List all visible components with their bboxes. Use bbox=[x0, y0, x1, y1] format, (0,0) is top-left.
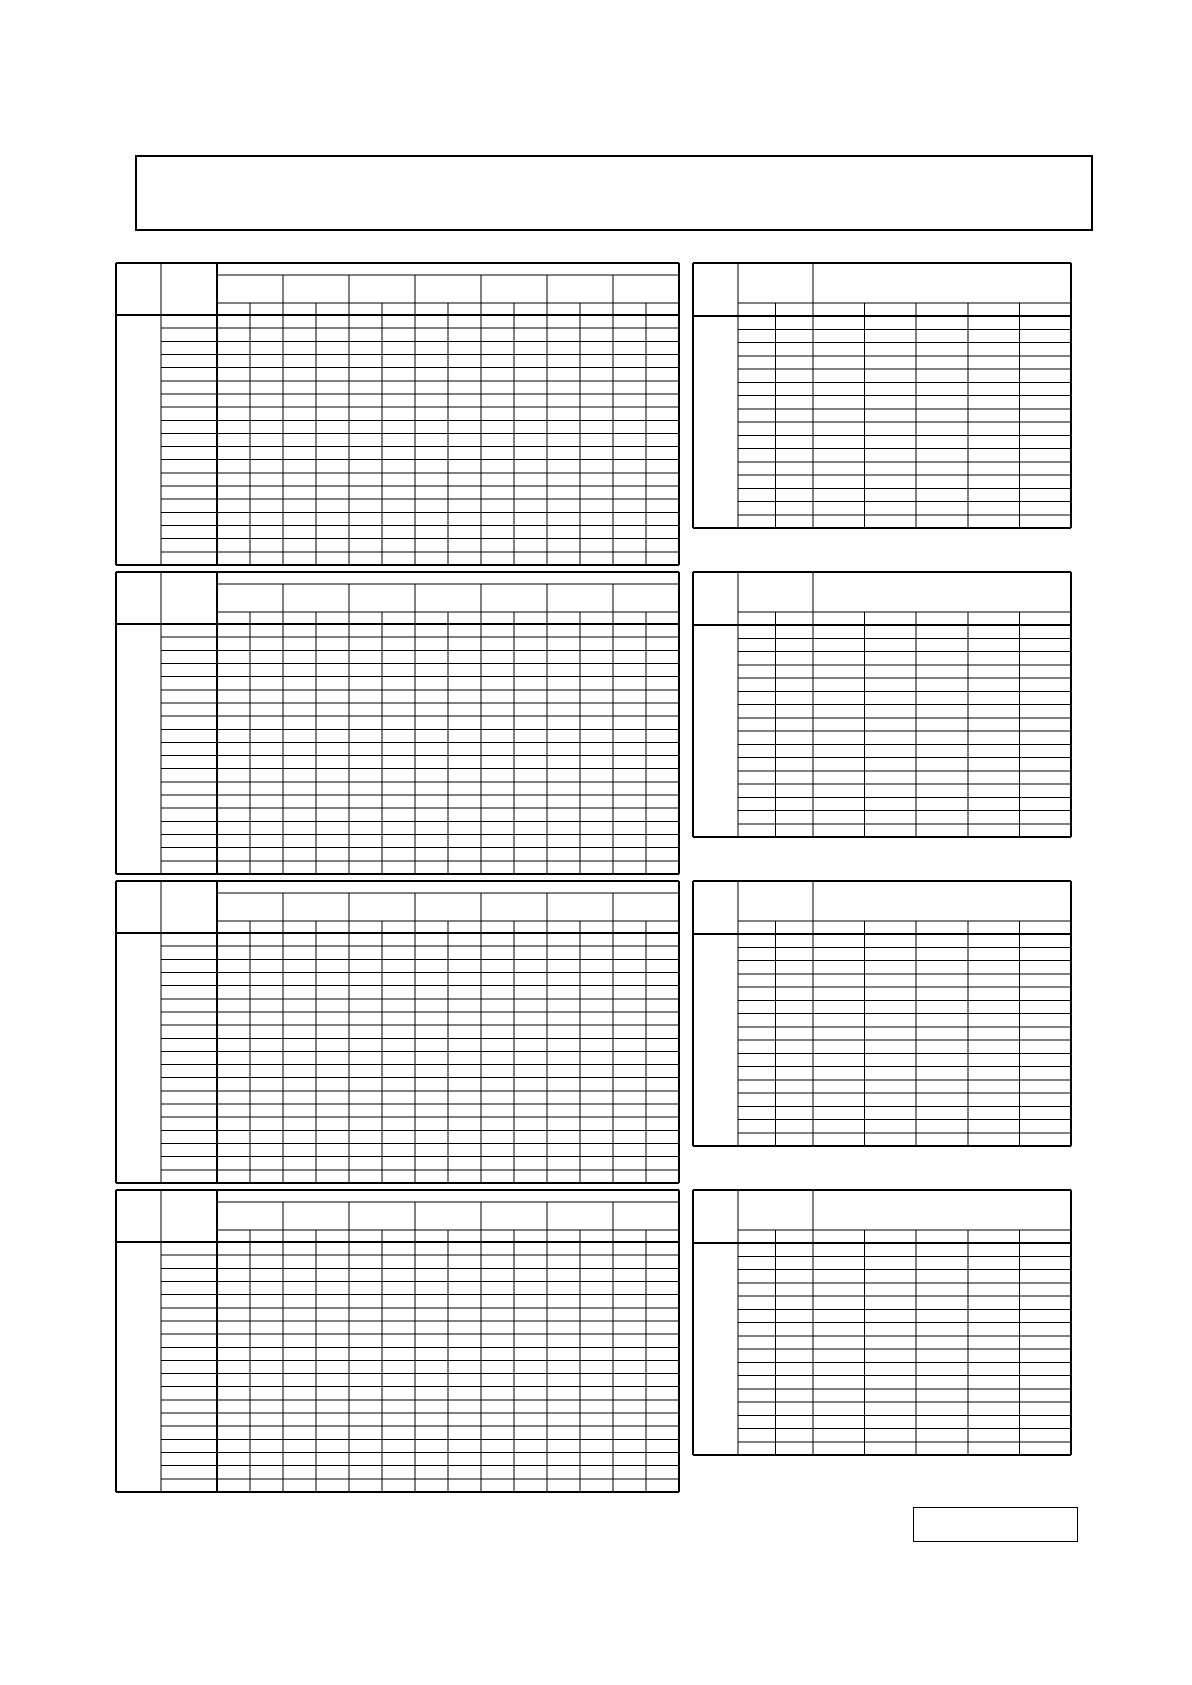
right-table-3 bbox=[693, 881, 1074, 1147]
right-table-2 bbox=[693, 572, 1074, 838]
left-table-2 bbox=[116, 572, 685, 875]
header-frame bbox=[135, 155, 1093, 231]
footer-frame bbox=[913, 1507, 1078, 1542]
right-table-4 bbox=[693, 1190, 1074, 1456]
right-table-1 bbox=[693, 263, 1074, 529]
left-table-1 bbox=[116, 263, 685, 566]
left-table-4 bbox=[116, 1190, 685, 1493]
left-table-3 bbox=[116, 881, 685, 1184]
